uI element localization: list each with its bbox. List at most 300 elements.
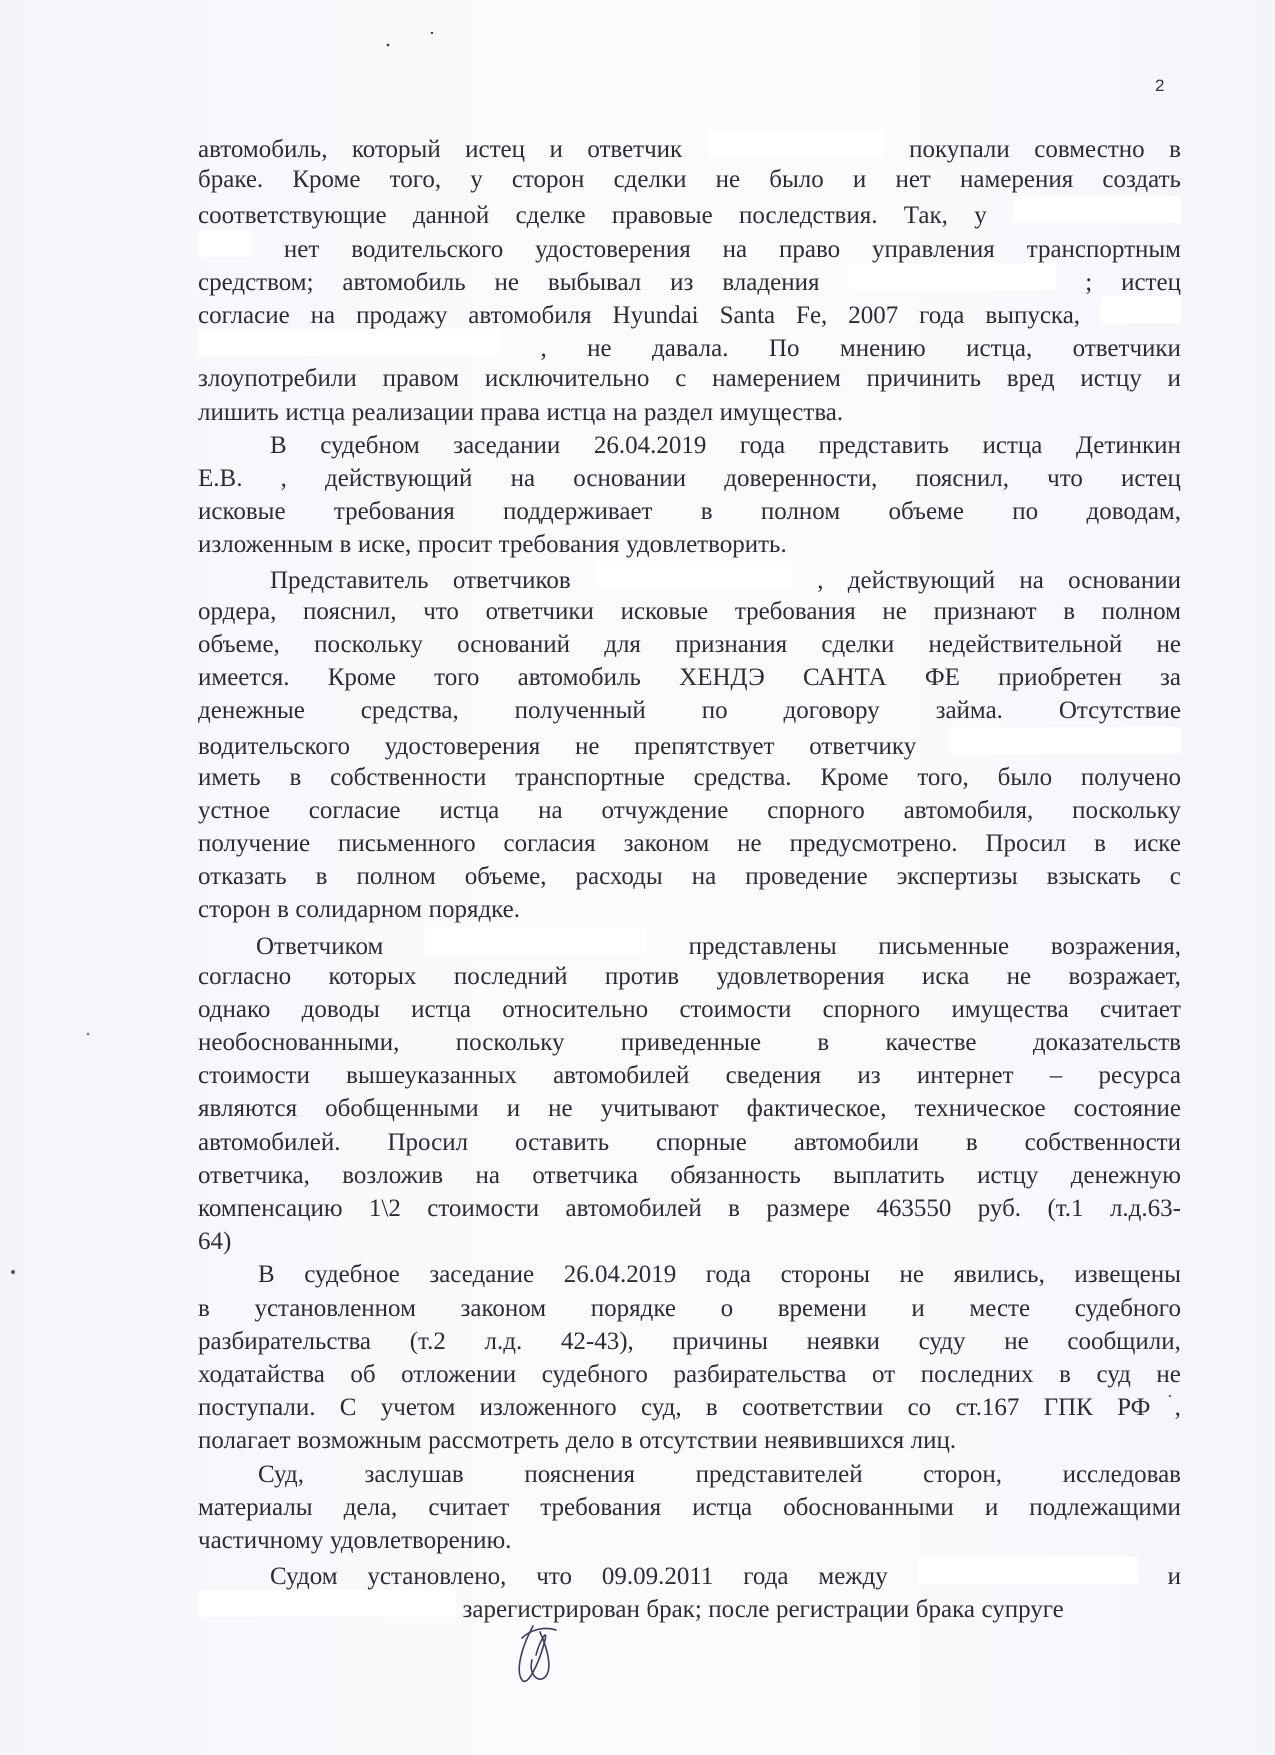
word: требования xyxy=(540,1493,662,1521)
word: средства. xyxy=(693,763,792,791)
word: необоснованными, xyxy=(198,1029,400,1057)
word: и xyxy=(506,1095,521,1123)
word: стоимости xyxy=(427,1195,540,1222)
word: обоснованными xyxy=(783,1493,954,1521)
word: Ответчиком xyxy=(256,932,384,960)
scan-speck xyxy=(87,1033,90,1036)
word: истец xyxy=(1121,268,1181,296)
word: данной xyxy=(412,202,490,230)
word: отказать xyxy=(198,863,287,891)
word: на xyxy=(691,863,717,891)
text-line xyxy=(198,1557,1181,1590)
text-line xyxy=(198,927,1181,960)
word: установленном xyxy=(254,1294,416,1322)
word: Так, xyxy=(903,202,948,230)
word: истца, xyxy=(966,335,1033,363)
word: доводам, xyxy=(1086,498,1181,526)
word: и xyxy=(549,136,563,163)
word: суд xyxy=(1096,1360,1131,1388)
word: лиц. xyxy=(910,1427,957,1455)
word: суд, xyxy=(640,1394,682,1422)
text-line xyxy=(198,1590,1181,1623)
word: препятствует xyxy=(634,733,775,761)
word: и xyxy=(911,1294,925,1322)
word: стороны xyxy=(780,1261,870,1289)
word: из xyxy=(670,268,694,296)
word: устное xyxy=(198,796,270,824)
word: 26.04.2019 xyxy=(593,431,707,459)
word: техническое xyxy=(914,1095,1046,1123)
text-line xyxy=(198,263,1181,296)
word: и xyxy=(984,1493,999,1521)
word: что xyxy=(1047,464,1083,492)
word: за xyxy=(1159,664,1181,691)
paragraph xyxy=(198,1458,1181,1558)
word: Кроме xyxy=(820,763,889,791)
word: удовлетворению. xyxy=(329,1526,512,1554)
word: 09.09.2011 xyxy=(601,1563,714,1591)
word: представлены xyxy=(688,932,837,960)
redaction-box xyxy=(848,263,1056,290)
word: давала. xyxy=(652,335,729,363)
word: согласие xyxy=(308,796,401,824)
word: доказательств xyxy=(1032,1029,1181,1057)
word: ходатайства xyxy=(198,1360,325,1388)
word: автомобилей xyxy=(553,1062,690,1090)
word: права xyxy=(480,398,540,426)
word: Santa xyxy=(719,301,776,329)
word: отчуждение xyxy=(601,796,729,824)
word: требования xyxy=(333,498,455,526)
text-line xyxy=(198,1026,1181,1059)
word: не xyxy=(1006,962,1032,990)
word: иска xyxy=(921,962,970,990)
text-line xyxy=(198,993,1181,1026)
word: реализации xyxy=(351,398,474,426)
word: поддерживает xyxy=(503,498,653,526)
word: Fe, xyxy=(796,301,828,329)
word: доверенности, xyxy=(724,464,878,492)
word: на xyxy=(475,1161,500,1189)
word: автомобиль xyxy=(342,268,466,296)
word: По xyxy=(768,335,800,363)
text-line xyxy=(198,396,1181,429)
word: ответчику xyxy=(809,733,917,761)
word: не xyxy=(1156,1360,1181,1388)
paragraph xyxy=(198,429,1181,562)
word: намерением xyxy=(712,365,841,393)
word: денежную xyxy=(1070,1161,1181,1189)
word: ответчика, xyxy=(198,1161,310,1189)
word: сведения xyxy=(725,1062,822,1090)
word: в xyxy=(965,1128,978,1156)
word: выбывал xyxy=(547,268,642,296)
text-line xyxy=(198,462,1181,495)
redaction-box xyxy=(595,561,793,588)
word: имеется. xyxy=(198,664,290,691)
word: года xyxy=(743,1563,789,1591)
redaction-box xyxy=(198,230,252,257)
word: разбирательства xyxy=(198,1327,372,1355)
word: не xyxy=(899,1261,924,1289)
word: истцу xyxy=(1080,365,1142,393)
word: истца xyxy=(285,398,346,426)
text-line xyxy=(198,827,1181,860)
text-line xyxy=(198,1325,1181,1358)
redaction-box xyxy=(198,329,500,356)
text-line xyxy=(198,1524,1181,1557)
page-number: 2 xyxy=(1155,76,1165,95)
word: месте xyxy=(969,1294,1031,1322)
word: выплатить xyxy=(833,1161,945,1189)
word: письменные xyxy=(878,932,1010,960)
word: в xyxy=(1063,597,1076,625)
word: учитывают xyxy=(600,1095,719,1123)
word: в xyxy=(728,1195,740,1222)
word: вышеуказанных xyxy=(346,1062,517,1090)
word: о xyxy=(720,1294,734,1322)
word: состояние xyxy=(1073,1095,1181,1123)
word: приобретен xyxy=(998,664,1122,691)
word: истца xyxy=(982,431,1043,459)
word: с xyxy=(1169,863,1181,891)
word: которых xyxy=(328,962,417,990)
word: пояснил, xyxy=(915,464,1009,492)
word: пояснил, xyxy=(303,597,397,625)
word: правом xyxy=(382,365,460,393)
word: транспортные xyxy=(515,763,665,791)
word: исследовав xyxy=(1062,1460,1181,1488)
word: в xyxy=(1169,136,1181,163)
word: л.д.63- xyxy=(1109,1195,1181,1222)
document-body xyxy=(198,130,1181,1623)
word: ордера, xyxy=(198,597,277,625)
word: судебном xyxy=(320,431,420,459)
text-line xyxy=(198,794,1181,827)
text-line xyxy=(198,163,1181,196)
word: от xyxy=(872,1360,896,1388)
word: сторон xyxy=(511,166,585,194)
word: времени xyxy=(777,1294,867,1322)
word: возможным xyxy=(297,1427,422,1455)
word: САНТА xyxy=(803,664,887,691)
word: на xyxy=(510,464,536,492)
word: дела, xyxy=(343,1493,398,1521)
word: , xyxy=(540,335,547,363)
word: возражения, xyxy=(1050,932,1181,960)
word: поскольку xyxy=(1072,796,1181,824)
word: управления xyxy=(872,235,995,263)
word: между xyxy=(818,1563,888,1591)
word: считает xyxy=(1100,995,1181,1023)
word: истца xyxy=(411,995,471,1023)
text-line xyxy=(198,1458,1181,1491)
word: недействительной xyxy=(928,630,1123,658)
word: года xyxy=(919,301,965,329)
word: ГПК xyxy=(1043,1394,1093,1422)
word: поскольку xyxy=(455,1029,565,1057)
word: в xyxy=(198,1294,210,1322)
word: , xyxy=(280,464,287,492)
word: , xyxy=(817,567,824,595)
word: учетом xyxy=(380,1394,456,1422)
word: для xyxy=(604,630,641,658)
word: явились, xyxy=(953,1261,1045,1289)
text-line xyxy=(198,1092,1181,1125)
word: иске xyxy=(1133,829,1181,857)
word: размере xyxy=(766,1195,850,1222)
word: ст.167 xyxy=(955,1394,1020,1422)
word: ответчики xyxy=(1072,335,1181,363)
word: совместно xyxy=(1034,136,1145,163)
word: 26.04.2019 xyxy=(563,1261,677,1289)
word: водительского xyxy=(351,235,504,263)
word: В xyxy=(270,431,287,459)
word: интернет xyxy=(916,1062,1014,1090)
word: спорного xyxy=(822,995,921,1023)
word: ответчиков xyxy=(452,567,571,595)
word: действующий xyxy=(325,464,473,492)
word: неявившихся xyxy=(764,1427,905,1455)
word: доводы xyxy=(301,995,380,1023)
word: браке. xyxy=(198,166,264,194)
word: в xyxy=(277,896,289,924)
word: покупали xyxy=(909,136,1010,163)
word: года xyxy=(705,1261,751,1289)
word: действующий xyxy=(847,567,996,595)
word: письменного xyxy=(338,829,476,857)
signature-mark xyxy=(519,1626,556,1681)
word: на xyxy=(310,301,336,329)
word: заслушав xyxy=(364,1460,464,1488)
word: представителей xyxy=(695,1460,863,1488)
word: продажу xyxy=(356,301,448,329)
word: РФ xyxy=(1117,1394,1151,1422)
text-line xyxy=(198,1292,1181,1325)
word: того xyxy=(434,664,480,691)
word: было xyxy=(769,166,824,194)
scan-speck xyxy=(11,1270,15,1274)
word: на xyxy=(538,796,563,824)
word: не xyxy=(575,733,600,761)
text-line xyxy=(198,130,1181,163)
word: автомобилей xyxy=(565,1195,702,1222)
word: против xyxy=(604,962,680,990)
word: злоупотребили xyxy=(198,365,357,393)
word: качестве xyxy=(885,1029,977,1057)
word: компенсацию xyxy=(198,1195,343,1222)
text-line xyxy=(198,561,1181,594)
word: в xyxy=(700,498,713,526)
word: сделки xyxy=(613,166,687,194)
word: являются xyxy=(198,1095,298,1123)
word: 2007 xyxy=(848,301,899,329)
word: что xyxy=(536,1563,572,1591)
text-line xyxy=(198,1225,1181,1258)
word: полном xyxy=(356,863,436,891)
text-line xyxy=(198,893,1181,926)
word: иске, xyxy=(357,531,412,559)
word: Судом xyxy=(270,1563,338,1591)
word: причинить xyxy=(866,365,981,393)
word: из xyxy=(857,1062,881,1090)
word: автомобиля xyxy=(468,301,592,329)
word: ФЕ xyxy=(924,664,960,691)
word: рассмотреть xyxy=(428,1427,560,1455)
word: требования xyxy=(734,597,856,625)
word: у xyxy=(974,202,987,230)
text-line xyxy=(198,727,1181,760)
word: сторон xyxy=(198,896,271,924)
word: со xyxy=(907,1394,932,1422)
text-line xyxy=(198,495,1181,528)
text-line xyxy=(198,661,1181,694)
word: истца xyxy=(546,398,607,426)
word: создать xyxy=(1102,166,1181,194)
word: Кроме xyxy=(327,664,396,691)
word: Просил xyxy=(985,829,1067,857)
word: изложенным xyxy=(198,531,334,559)
word: проведение xyxy=(745,863,868,891)
word: 42-43), xyxy=(560,1327,634,1355)
word: основании xyxy=(1068,567,1181,595)
word: отсутствии xyxy=(639,1427,758,1455)
word: сделки xyxy=(821,630,895,658)
word: , xyxy=(1174,1394,1181,1422)
word: ответчика xyxy=(532,1161,638,1189)
redaction-box xyxy=(707,130,885,157)
word: просит xyxy=(417,531,493,559)
paragraph xyxy=(198,130,1181,429)
text-line xyxy=(198,329,1181,362)
word: последний xyxy=(453,962,568,990)
text-line xyxy=(198,628,1181,661)
word: согласие xyxy=(198,301,290,329)
text-line xyxy=(198,1424,1181,1457)
word: экспертизы xyxy=(896,863,1018,891)
word: намерения xyxy=(959,166,1074,194)
word: удовлетворения xyxy=(716,962,885,990)
word: Детинкин xyxy=(1075,431,1181,459)
paragraph xyxy=(198,1258,1181,1457)
word: в xyxy=(817,1029,830,1057)
word: соответствующие xyxy=(198,202,387,230)
word: порядке. xyxy=(428,896,521,924)
word: истцу xyxy=(977,1161,1039,1189)
word: после xyxy=(708,1596,770,1624)
word: законом xyxy=(460,1294,547,1322)
word: вред xyxy=(1006,365,1055,393)
word: раздел xyxy=(643,398,714,426)
word: по xyxy=(1012,498,1039,526)
word: судебного xyxy=(1074,1294,1181,1322)
text-line xyxy=(198,196,1181,229)
word: того, xyxy=(917,763,969,791)
word: согласия xyxy=(503,829,596,857)
word: изложенного xyxy=(479,1394,617,1422)
word: поступали. xyxy=(198,1394,316,1422)
word: и xyxy=(1167,1563,1181,1591)
word: право xyxy=(779,235,841,263)
word: мнению xyxy=(839,335,926,363)
word: согласно xyxy=(198,962,292,990)
word: удостоверения xyxy=(384,733,541,761)
word: имущества. xyxy=(719,398,844,426)
word: последних xyxy=(920,1360,1034,1388)
text-line xyxy=(198,960,1181,993)
word: отложении xyxy=(401,1360,517,1388)
word: в xyxy=(289,763,302,791)
word: удовлетворить. xyxy=(625,531,787,559)
scan-speck xyxy=(431,32,433,34)
word: неявки xyxy=(806,1327,880,1355)
word: объеме, xyxy=(198,630,280,658)
word: подлежащими xyxy=(1029,1493,1181,1521)
word: водительского xyxy=(198,733,351,761)
word: солидарном xyxy=(295,896,423,924)
word: супруге xyxy=(981,1596,1064,1624)
word: требования xyxy=(498,531,620,559)
word: сторон, xyxy=(923,1460,1002,1488)
word: и xyxy=(852,166,867,194)
word: В xyxy=(258,1261,275,1289)
text-line xyxy=(198,595,1181,628)
word: правовые xyxy=(611,202,713,230)
word: иметь xyxy=(198,763,261,791)
word: выпуска, xyxy=(985,301,1081,329)
word: объеме xyxy=(888,498,964,526)
word: ХЕНДЭ xyxy=(679,664,765,691)
redaction-box xyxy=(425,927,647,954)
word: в xyxy=(315,863,328,891)
word: не xyxy=(715,166,741,194)
word: установлено, xyxy=(367,1563,507,1591)
word: предусмотрено. xyxy=(789,829,958,857)
word: обобщенными xyxy=(325,1095,479,1123)
redaction-box xyxy=(951,727,1181,754)
word: автомобиля, xyxy=(903,796,1034,824)
word: (т.2 xyxy=(409,1327,446,1355)
word: сообщили, xyxy=(1067,1327,1181,1355)
word: дело xyxy=(565,1427,615,1455)
word: 64) xyxy=(198,1228,232,1256)
word: в xyxy=(705,1394,718,1422)
word: сделке xyxy=(515,202,586,230)
word: что xyxy=(423,597,459,625)
text-line xyxy=(198,1059,1181,1092)
text-line xyxy=(198,1126,1181,1159)
word: заседании xyxy=(453,431,561,459)
word: брак; xyxy=(646,1596,702,1624)
word: об xyxy=(350,1360,376,1388)
word: того, xyxy=(389,166,442,194)
word: соответствии xyxy=(742,1394,884,1422)
text-line xyxy=(198,362,1181,395)
word: средства, xyxy=(360,697,459,725)
word: на xyxy=(722,235,748,263)
word: с xyxy=(675,365,687,393)
word: разбирательства xyxy=(673,1360,847,1388)
word: – xyxy=(1049,1062,1063,1090)
word: автомобили xyxy=(793,1128,919,1156)
word: нет xyxy=(283,235,320,263)
word: ; xyxy=(1085,268,1093,296)
word: Hyundai xyxy=(612,301,699,329)
word: оснований xyxy=(457,630,570,658)
word: 463550 xyxy=(876,1195,952,1222)
word: поскольку xyxy=(314,630,423,658)
word: основании xyxy=(573,464,687,492)
